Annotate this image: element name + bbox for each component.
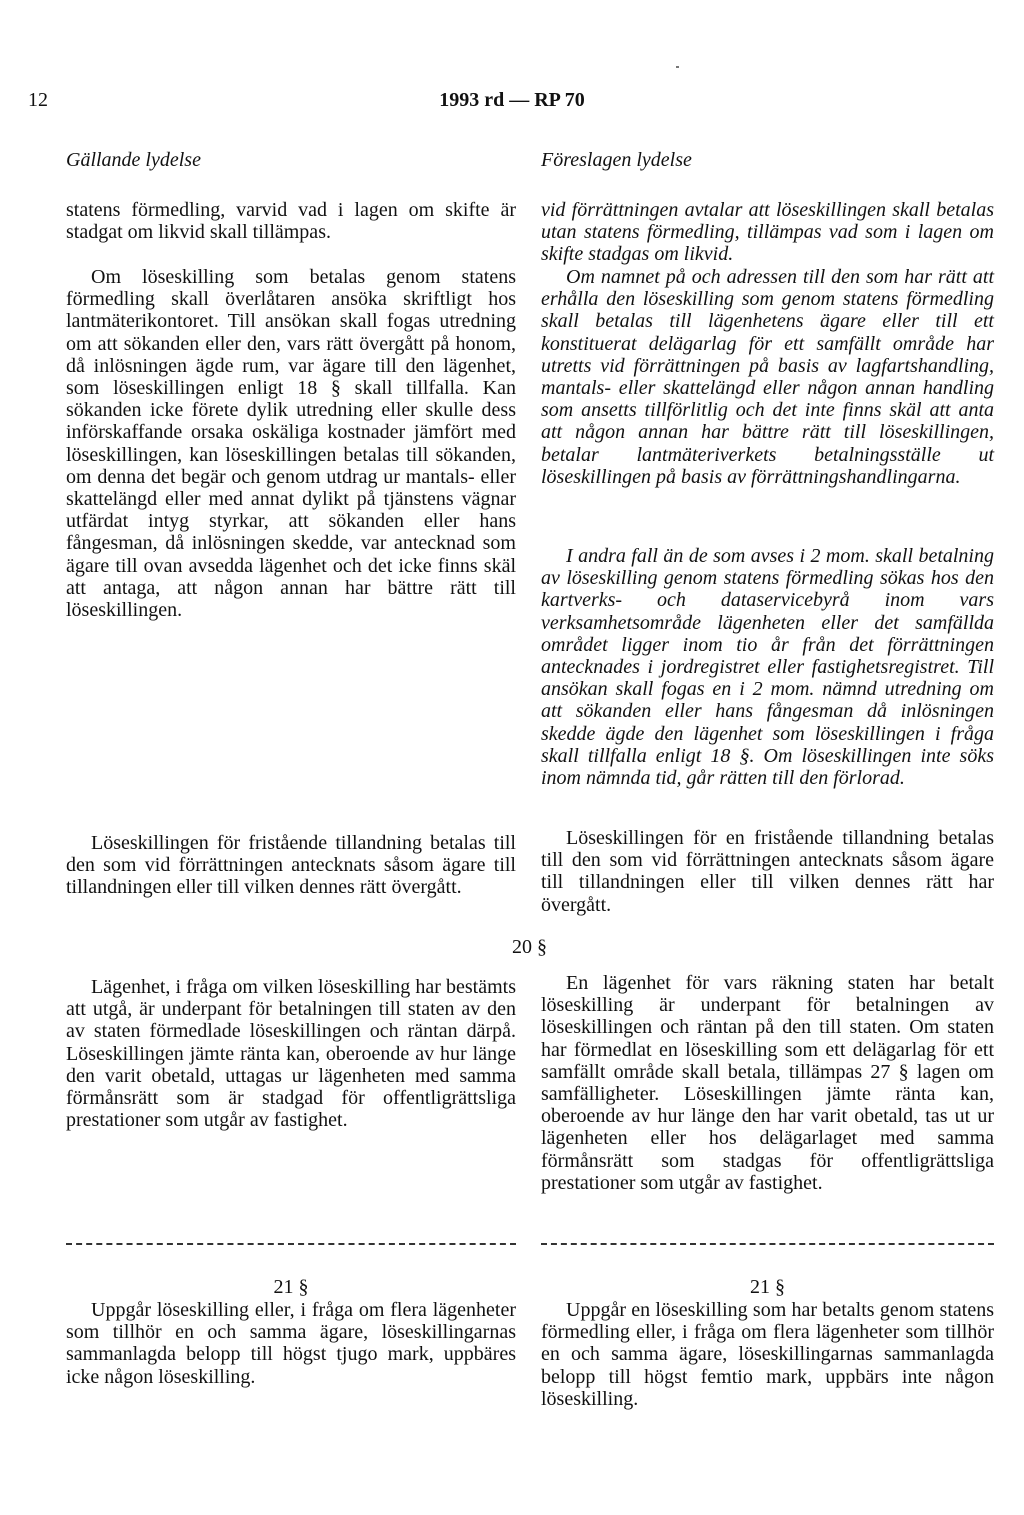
page-header-title: 1993 rd — RP 70: [439, 89, 585, 111]
left-paragraph-3: Löseskillingen för fristående tillandning betalas till den som vid förrättningen antecknats såsom ägare till tillandningen eller till vilken dennes rätt övergått.: [66, 832, 516, 899]
left-paragraph-5: Uppgår löseskilling eller, i fråga om flera lägenheter som tillhör en och samma ägare, löseskillingarnas sammanlagda belopp till högst tjugo mark, uppbäres icke någon löseskilling.: [66, 1299, 516, 1388]
left-dashed-separator: [66, 1243, 516, 1245]
left-paragraph-4: Lägenhet, i fråga om vilken löseskilling har bestämts att utgå, är underpant för betalningen till staten av den av staten förmedlade löseskillingen och räntan därpå. Löseskillingen jämte ränta kan, oberoende av hur länge den varit obetald, uttagas ur lägenheten med samma förmånsrätt som är stadgad för offentligrättsliga prestationer som utgår av fastighet.: [66, 976, 516, 1132]
right-dashed-separator: [541, 1243, 994, 1245]
left-paragraph-2: Om löseskilling som betalas genom statens förmedling skall överlåtaren ansöka skriftligt hos lantmäterikontoret. Till ansökan skall fogas utredning om att sökanden eller den, vars rätt övergått på honom, då inlösningen ägde rum, var ägare till den lägenhet, som löseskillingen enligt 18 § skall tillfalla. Kan sökanden icke förete dylik utredning eller skulle dess införskaffande orsaka oskäliga kostnader jämfört med löseskillingen, kan löseskillingen betalas till sökanden, om denna det begär och genom utdrag ur mantals- eller skattelängd eller med annat dylikt på tjänstens vägnar utfärdat intyg styrkar, att sökanden eller hans fångesman, då inlösningen skedde, var antecknad som ägare till ovan avsedda lägenhet och det icke finns skäl att antaga, att någon annan har bättre rätt till löseskillingen.: [66, 266, 516, 622]
right-paragraph-2: Om namnet på och adressen till den som har rätt att erhålla den löseskilling som genom statens förmedling skall betalas till lägenhetens ägare eller till ett konstituerat delägarlag för ett samfällt område har utretts vid förrättningen på basis av lagfartshandling, mantals- eller skattelängd eller någon annan handling som ansetts tillförlitlig och det inte finns skäl att anta att någon annan har bättre rätt till löseskillingen, betalar lantmäteriverkets betalningsställe ut löseskillingen på basis av förrättningshandlingarna.: [541, 266, 994, 488]
page-number: 12: [28, 89, 48, 111]
left-column-heading: Gällande lydelse: [66, 149, 201, 171]
right-paragraph-5: En lägenhet för vars räkning staten har betalt löseskilling är underpant för betalningen av löseskillingen och räntan på den till staten. Om staten har förmedlat en löseskilling som ett delägarlag för ett samfällt område skall betala, tillämpas 27 § lagen om samfälligheter. Löseskillingen jämte ränta kan, oberoende av hur länge den har varit obetald, tas ut ur lägenheten eller hos delägarlaget med samma förmånsrätt som stadgas för offentligrättsliga prestationer som utgår av fastighet.: [541, 972, 994, 1194]
scan-mark: [676, 66, 679, 68]
right-column-heading: Föreslagen lydelse: [541, 149, 692, 171]
left-paragraph-1: statens förmedling, varvid vad i lagen om skifte är stadgat om likvid skall tillämpas.: [66, 199, 516, 244]
right-paragraph-3: I andra fall än de som avses i 2 mom. skall betalning av löseskilling genom statens förmedling sökas hos den kartverks- och dataservicebyrå inom vars verksamhetsområde lägenheten eller det samfällda området ligger inom tio år från det förrättningen antecknades i jordregistret eller fastighetsregistret. Till ansökan skall fogas en i 2 mom. nämnd utredning om att sökanden eller hans fångesman då inlösningen skedde ägde den lägenhet som löseskillingen i fråga skall tillfalla enligt 18 §. Om löseskillingen inte söks inom nämnda tid, går rätten till den förlorad.: [541, 545, 994, 790]
left-section-21-heading: 21 §: [273, 1276, 309, 1298]
section-20-marker: 20 §: [512, 936, 547, 958]
right-paragraph-6: Uppgår en löseskilling som har betalts genom statens förmedling eller, i fråga om flera lägenheter som tillhör en och samma ägare, löseskillingarnas sammanlagda belopp till högst femtio mark, uppbärs inte någon löseskilling.: [541, 1299, 994, 1410]
right-paragraph-1: vid förrättningen avtalar att löseskillingen skall betalas utan statens förmedling, tillämpas vad som i lagen om skifte stadgas om likvid.: [541, 199, 994, 266]
right-section-21-heading: 21 §: [750, 1276, 785, 1298]
right-paragraph-4: Löseskillingen för en fristående tillandning betalas till den som vid förrättningen antecknats såsom ägare till tillandningen eller till vilken dennes rätt har övergått.: [541, 827, 994, 916]
